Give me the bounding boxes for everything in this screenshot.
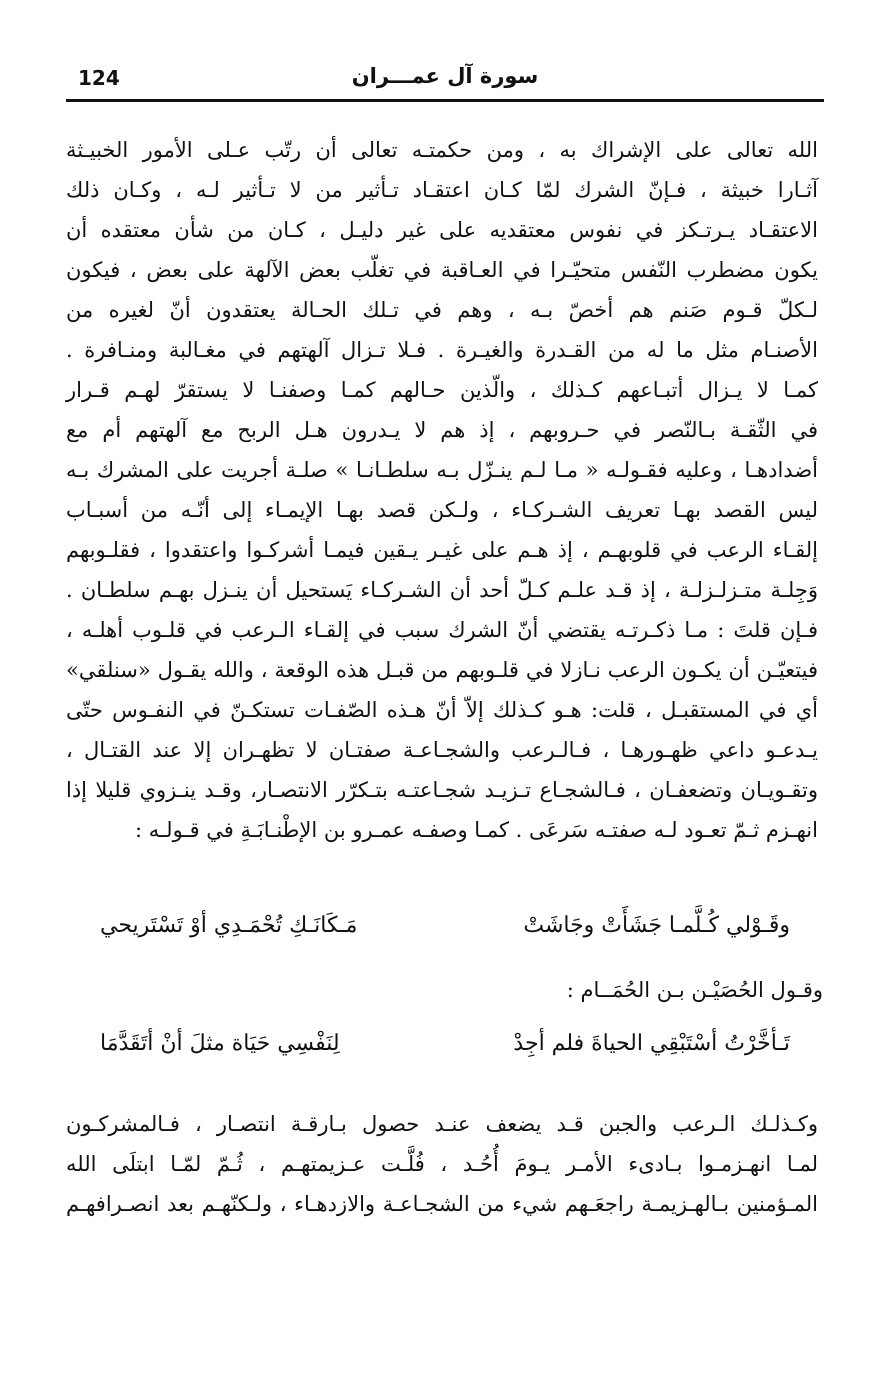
text-line: كمـا لا يـزال أتبـاعهم كـذلك ، والّذين حـالهم كمـا وصفنـا لا يستقرّ لهـم قـرار: [66, 378, 818, 402]
text-line: الأصنـام مثل ما له من القـدرة والغيـرة . فـلا تـزال آلهتهم في مغـالبة ومنـافرة .: [66, 338, 818, 362]
page-number: 124: [78, 66, 120, 90]
verse-1-second-hemistich: مَـكَانَـكِ تُحْمَـدِي أوْ تَسْتَريحي: [100, 913, 358, 938]
verse-2: [100, 1022, 790, 1066]
text-line: المـؤمنين بـالهـزيمـة راجعَـهم شيء من الشجـاعـة والازدهـاء ، ولـكنّهـم بعد انصـرافهـم: [66, 1192, 818, 1216]
text-line: آثـارا خبيثة ، فـإنّ الشرك لمّا كـان اعتقـاد تـأثير من لا تـأثير لـه ، وكـان ذلك: [66, 178, 818, 202]
verse-1-first-hemistich: وقَـوْلي كُـلَّمـا جَشَأَتْ وجَاشَتْ: [523, 913, 790, 938]
text-line: لـكلّ قـوم صَنم هم أخصّ بـه ، وهم في تـلك الحـالة يعتقدون أنّ لغيره من: [66, 298, 818, 322]
text-line: يـدعـو داعي ظهـورهـا ، فـالـرعب والشجـاعـة صفتـان لا تظهـران إلا عند القتـال ،: [66, 738, 818, 762]
header-rule: [66, 99, 824, 102]
verse-2-intro: وقـول الحُصَيْـن بـن الحُمَــام :: [566, 978, 823, 1002]
text-line: وتقـويـان وتضعفـان ، فـالشجـاع تـزيـد شجـاعتـه بتـكرّر الانتصـار، وقـد ينـزوي قليلا إذا: [66, 778, 818, 802]
text-line: فيتعيّـن أن يكـون الرعب نـازلا في قلـوبهم من قبـل هذه الوقعة ، والله يقـول «سنلقي»: [66, 658, 818, 682]
text-line: لمـا انهـزمـوا بـادىء الأمـر يـومَ أُحُـد ، فُلَّـت عـزيمتهـم ، ثُـمّ لمّـا ابتلَى الله: [66, 1152, 818, 1176]
paragraph-1: [66, 130, 818, 850]
text-line: ليس القصد بهـا تعريف الشـركـاء ، ولـكن قصد بهـا الإيمـاء إلى أنّـه من أسبـاب: [66, 498, 818, 522]
text-line: وَجِلـة متـزلـزلـة ، إذ قـد علـم كـلّ أحد أن الشـركـاء يَستحيل أن ينـزل بهـم سلطـان .: [66, 578, 818, 602]
verse-2-second-hemistich: لِنَفْسِي حَيَاة مثلَ أنْ أتَقَدَّمَا: [100, 1031, 340, 1056]
text-line: إلقـاء الرعب في قلوبهـم ، إذ هـم على غيـر يـقين فيمـا أشركـوا واعتقدوا ، فقلـوبهم: [66, 538, 818, 562]
verse-2-first-hemistich: تَـأخَّرْتُ أسْتَبْقِي الحياةَ فلم أجِدْ: [513, 1031, 790, 1056]
text-line: أضدادهـا ، وعليه فقـولـه « مـا لـم ينـزّل بـه سلطـانـا » صلـة أجريت على المشرك بـه: [66, 458, 818, 482]
text-line: الاعتقـاد يـرتـكز في نفوس معتقديه على غير دليـل ، كـان من شأن معتقده أن: [66, 218, 818, 242]
text-line: الله تعالى على الإشراك به ، ومن حكمتـه تعالى أن رتّب عـلى الأمور الخبيـثة: [66, 138, 818, 162]
text-line: فـإن قلتَ : مـا ذكـرتـه يقتضي أنّ الشرك سبب في إلقـاء الـرعب في قلـوب أهلـه ،: [66, 618, 818, 642]
text-line: وكـذلـك الـرعب والجبن قـد يضعف عنـد حصول بـارقـة انتصـار ، فـالمشركـون: [66, 1112, 818, 1136]
text-line: انهـزم ثـمّ تعـود لـه صفتـه سَرعَى . كمـا وصفـه عمـرو بن الإطْنـابَـةِ في قـولـه :: [135, 818, 818, 842]
paragraph-2: [66, 1104, 818, 1224]
verse-1: [100, 904, 790, 948]
running-title: سورة آل عمـــران: [351, 64, 539, 88]
text-line: أي في المستقبـل ، قلت: هـو كـذلك إلاّ أنّ هـذه الصّفـات تستكـنّ في النفـوس حتّى: [66, 698, 818, 722]
text-line: في الثّقـة بـالنّصر في حـروبهم ، إذ هم لا يـدرون هـل الربح مع آلهتهم أم مع: [66, 418, 818, 442]
page-header: [66, 62, 824, 98]
text-line: يكون مضطرب النّفس متحيّـرا في العـاقبة في تغلّب بعض الآلهة على بعض ، فيكون: [66, 258, 818, 282]
